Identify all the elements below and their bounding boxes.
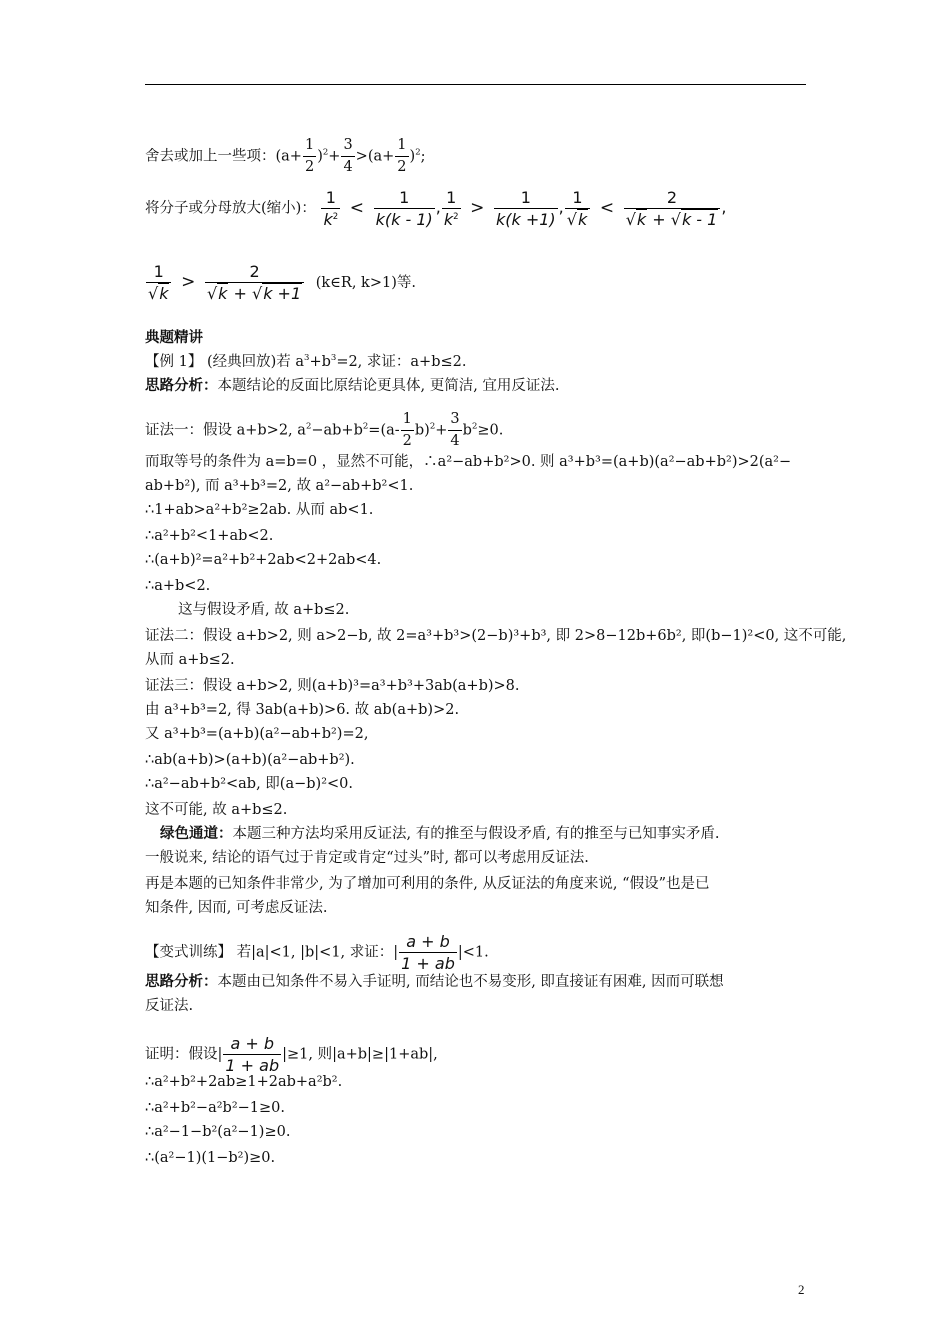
fraction-three-quarters: $\frac{3}{4}$: [450, 411, 460, 449]
line-add-remove-terms: 舍去或加上一些项：(a+ $\frac{1}{2}$ )$^2$+ $\frac{3}{4}$ >(a+ $\frac{1}{2}$ )$^2$;: [145, 137, 426, 175]
green-channel: 绿色通道：本题三种方法均采用反证法, 有的推至与假设矛盾, 有的推至与已知事实矛盾.: [160, 825, 720, 842]
proof-3-line: 这不可能, 故 a+b≤2.: [145, 802, 288, 818]
fraction-1-over-kk+1: $\frac{1}{k(k +1)}$: [495, 188, 556, 229]
fraction-1-over-sqrtk: $\frac{1}{√k}$: [146, 262, 171, 303]
analysis-2: 思路分析：本题由已知条件不易入手证明, 而结论也不易变形, 即直接证有困难, 因而可联想: [145, 973, 724, 990]
proof-3-line: 证法三：假设 a+b>2, 则(a+b)³=a³+b³+3ab(a+b)>8.: [145, 678, 520, 694]
proof-3-line: ∴a²−ab+b²<ab, 即(a−b)²<0.: [145, 776, 353, 792]
fraction-half: $\frac{1}{2}$: [304, 137, 315, 175]
proof-line: ∴1+ab>a²+b²≥2ab. 从而 ab<1.: [145, 502, 374, 518]
example-1: 【例 1】 (经典回放)若 $a^3+b^3=2$, 求证：a+b≤2.: [145, 353, 467, 370]
fraction-1-over-sqrtk: $\frac{1}{√k}$: [565, 188, 590, 229]
page-number: 2: [798, 1282, 805, 1297]
line-scale-fractions: 将分子或分母放大(缩小)： $\frac{1}{k^2}$ < $\frac{1}{k(k - 1)}$ , $\frac{1}{k^2}$ > $\frac{1}{k(k +1)}$ , $\frac{1}{√k}$ < $\frac{2}{√k + √k - 1}$ ,: [145, 188, 727, 229]
fraction-2-over-sqrt-sum: $\frac{2}{√k + √k +1}$: [205, 262, 304, 303]
proof-3-line: ∴ab(a+b)>(a+b)(a²−ab+b²).: [145, 752, 355, 768]
proof-1-assumption: 证法一：假设 a+b>2, $a^2-ab+b^2=(a-$ $\frac{1}{2}$ b)$^2$+ $\frac{3}{4}$ $b^2\ge 0$.: [145, 411, 504, 449]
proof-variant-line: ∴a²−1−b²(a²−1)≥0.: [145, 1124, 291, 1140]
green-channel-line: 再是本题的已知条件非常少, 为了增加可利用的条件, 从反证法的角度来说, “假设”也是已: [145, 876, 710, 892]
analysis-2-line: 反证法.: [145, 998, 194, 1014]
section-heading: 典题精讲: [145, 329, 203, 346]
fraction-1-over-k2: $\frac{1}{k^2}$: [443, 188, 459, 229]
variant-exercise: 【变式训练】 若|a|<1, |b|<1, 求证：| $\frac{a + b}{1 + ab}$ |<1.: [145, 932, 489, 973]
fraction-half: $\frac{1}{2}$: [397, 137, 407, 175]
header-rule: [145, 84, 806, 85]
proof-line: ab+b²), 而 a³+b³=2, 故 a²−ab+b²<1.: [145, 478, 414, 494]
proof-variant-line: ∴a²+b²+2ab≥1+2ab+a²b².: [145, 1074, 343, 1090]
analysis-1: 思路分析：本题结论的反面比原结论更具体, 更简洁, 宜用反证法.: [145, 377, 560, 394]
line-scale-fractions-2: $\frac{1}{√k}$ > $\frac{2}{√k + √k +1}$ (k∈R, k>1)等.: [148, 262, 416, 303]
green-channel-line: 知条件, 因而, 可考虑反证法.: [145, 900, 328, 916]
fraction-a+b-over-1+ab: $\frac{a + b}{1 + ab}$: [401, 932, 455, 973]
proof-line: ∴a²+b²<1+ab<2.: [145, 528, 274, 544]
fraction-1-over-kk-1: $\frac{1}{k(k - 1)}$: [375, 188, 433, 229]
fraction-half: $\frac{1}{2}$: [402, 411, 412, 449]
green-channel-line: 一般说来, 结论的语气过于肯定或肯定“过头”时, 都可以考虑用反证法.: [145, 850, 589, 866]
proof-3-line: 由 a³+b³=2, 得 3ab(a+b)>6. 故 ab(a+b)>2.: [145, 702, 460, 718]
proof-variant-line: ∴a²+b²−a²b²−1≥0.: [145, 1100, 285, 1116]
proof-line: 而取等号的条件为 a=b=0 ，显然不可能，∴a²−ab+b²>0. 则 a³+b³=(a+b)(a²−ab+b²)>2(a²−: [145, 454, 792, 470]
proof-line: ∴a+b<2.: [145, 578, 211, 594]
proof-variant-line: ∴(a²−1)(1−b²)≥0.: [145, 1150, 276, 1166]
proof-2-line: 从而 a+b≤2.: [145, 652, 235, 668]
proof-line: 这与假设矛盾, 故 a+b≤2.: [178, 602, 350, 618]
proof-3-line: 又 a³+b³=(a+b)(a²−ab+b²)=2,: [145, 726, 369, 742]
fraction-1-over-k2: $\frac{1}{k^2}$: [323, 188, 339, 229]
fraction-a+b-over-1+ab: $\frac{a + b}{1 + ab}$: [225, 1034, 280, 1075]
fraction-three-quarters: $\frac{3}{4}$: [343, 137, 353, 175]
proof-variant-assumption: 证明：假设| $\frac{a + b}{1 + ab}$ |≥1, 则|a+b|≥|1+ab|,: [145, 1034, 438, 1075]
fraction-2-over-sqrt-sum: $\frac{2}{√k + √k - 1}$: [624, 188, 721, 229]
proof-line: ∴(a+b)²=a²+b²+2ab<2+2ab<4.: [145, 552, 382, 568]
proof-2-line: 证法二：假设 a+b>2, 则 a>2−b, 故 2=a³+b³>(2−b)³+b³, 即 2>8−12b+6b², 即(b−1)²<0, 这不可能,: [145, 628, 847, 644]
